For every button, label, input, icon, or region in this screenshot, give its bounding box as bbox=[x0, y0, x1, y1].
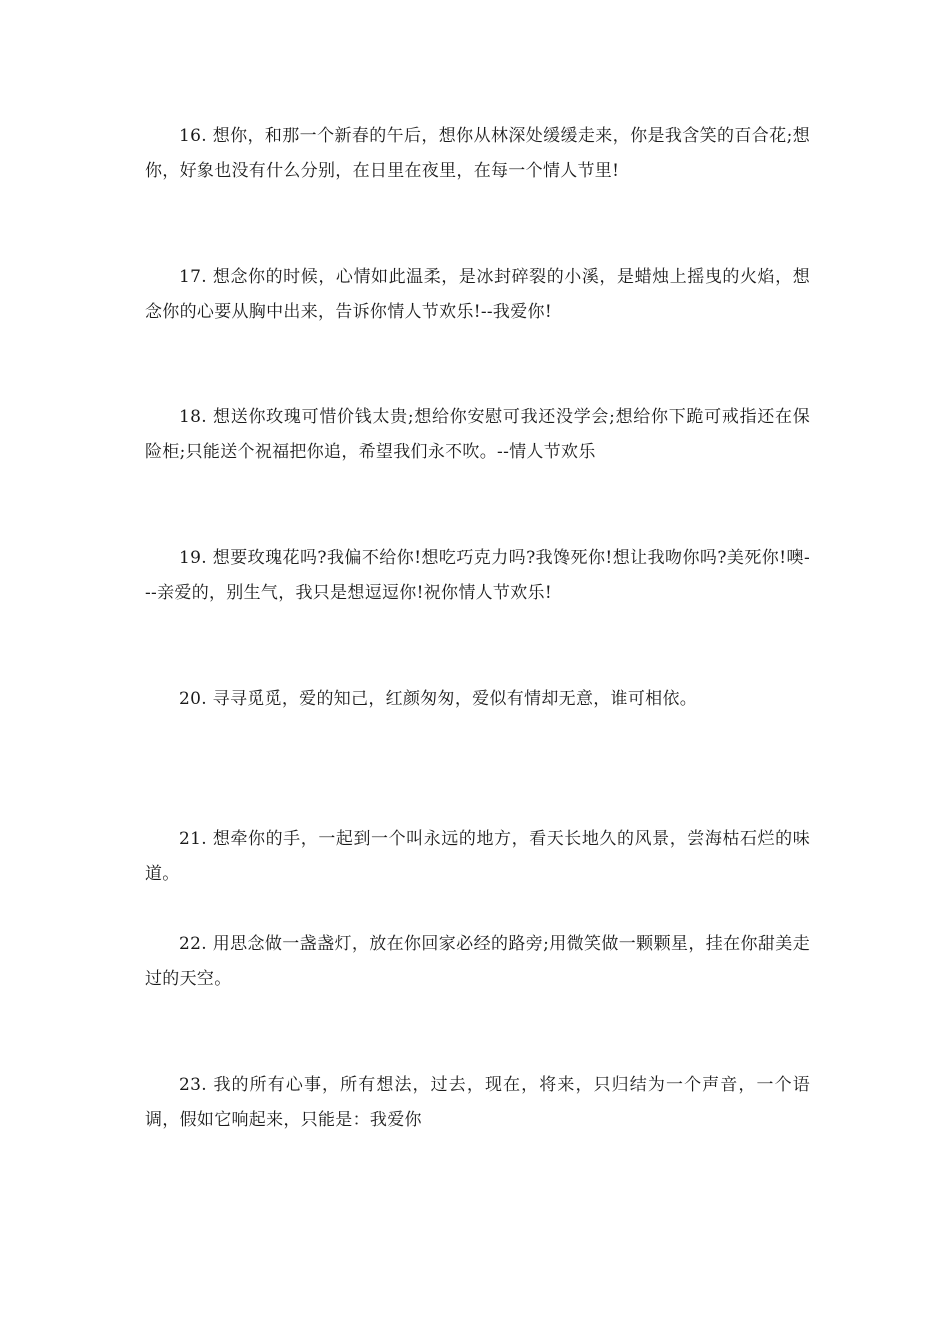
paragraph-20: 20. 寻寻觅觅，爱的知己，红颜匆匆，爱似有情却无意，谁可相依。 bbox=[179, 689, 698, 709]
paragraph-16: 16. 想你，和那一个新春的午后，想你从林深处缓缓走来，你是我含笑的百合花;想你，好象也没有什么分别，在日里在夜里，在每一个情人节里! bbox=[145, 126, 810, 181]
paragraph-22: 22. 用思念做一盏盏灯，放在你回家必经的路旁;用微笑做一颗颗星，挂在你甜美走过的天空。 bbox=[145, 934, 810, 989]
paragraph-21: 21. 想牵你的手，一起到一个叫永远的地方，看天长地久的风景，尝海枯石烂的味道。 bbox=[145, 829, 810, 884]
paragraph-23: 23. 我的所有心事，所有想法，过去，现在，将来，只归结为一个声音，一个语调，假如它响起来，只能是：我爱你 bbox=[145, 1075, 810, 1130]
paragraph-18: 18. 想送你玫瑰可惜价钱太贵;想给你安慰可我还没学会;想给你下跪可戒指还在保险柜;只能送个祝福把你追，希望我们永不吹。--情人节欢乐 bbox=[145, 407, 810, 462]
paragraph-17: 17. 想念你的时候，心情如此温柔，是冰封碎裂的小溪，是蜡烛上摇曳的火焰，想念你的心要从胸中出来，告诉你情人节欢乐!--我爱你! bbox=[145, 267, 810, 322]
paragraph-19: 19. 想要玫瑰花吗?我偏不给你!想吃巧克力吗?我馋死你!想让我吻你吗?美死你!噢---亲爱的，别生气，我只是想逗逗你!祝你情人节欢乐! bbox=[145, 548, 810, 603]
